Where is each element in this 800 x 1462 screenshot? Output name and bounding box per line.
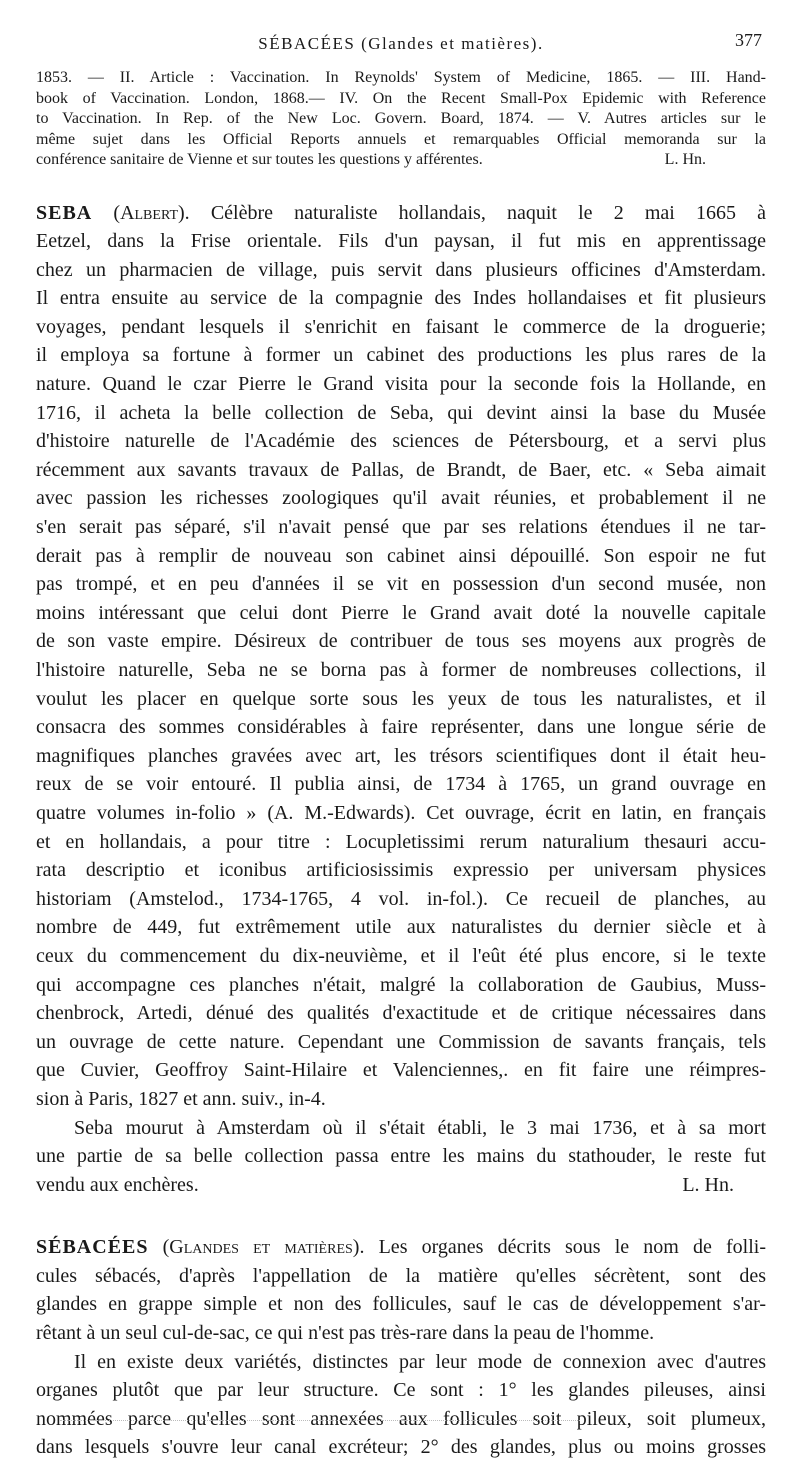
entry-line: Seba mourut à Amsterdam où il s'était établi, le 3 mai 1736, et à sa mort [74,1116,766,1139]
entry-line: rêtant à un seul cul-de-sac, ce qui n'est pas très-rare dans la peau de l'homme. [36,1322,655,1345]
entry-line: chez un pharmacien de village, puis servit dans plusieurs officines d'Amsterdam. [36,258,766,281]
entry-line: Il en existe deux variétés, distinctes par leur mode de connexion avec d'autres [74,1350,766,1373]
entry-headword: SÉBACÉES [36,1236,149,1259]
entry-line: l'histoire naturelle, Seba ne se borna pas à former de nombreuses collections, il [36,659,766,681]
entry-line: cules sébacés, d'après l'appellation de la matière qu'elles sécrètent, sont des [36,1264,766,1287]
entry-signature: L. Hn. [682,1173,734,1196]
entry-sebacees [36,1233,766,1462]
entry-line: de son vaste empire. Désireux de contribuer de tous ses moyens aux progrès de [36,630,766,653]
entry-line: rata descriptio et iconibus artificiosissimis expressio per universam physices [36,859,766,882]
biblio-line: to Vaccination. In Rep. of the New Loc. Govern. Board, 1874. — V. Autres articles sur le [36,110,766,127]
entry-line: Il entra ensuite au service de la compagnie des Indes hollandaises et fit plusieurs [36,287,766,310]
entry-line: magnifiques planches gravées avec art, les trésors scientifiques dont il était heu- [36,744,766,767]
entry-line: s'en serait pas séparé, s'il n'avait pensé que par ses relations étendues il ne tar- [36,516,766,539]
entry-line: Eetzel, dans la Frise orientale. Fils d'un paysan, il fut mis en apprentissage [36,230,766,253]
entry-line: que Cuvier, Geoffroy Saint-Hilaire et Valenciennes,. en fit faire une réimpres- [36,1059,766,1082]
entry-line: récemment aux savants travaux de Pallas, de Brandt, de Baer, etc. « Seba aimait [36,458,766,481]
scan-artifact-line [60,1420,580,1423]
entry-line: qui accompagne ces planches n'était, malgré la collaboration de Gaubius, Muss- [36,973,766,996]
entry-line: consacra des sommes considérables à faire représenter, dans une longue série de [36,716,766,739]
page-header [36,28,766,58]
entry-subject-name: (Albert). [113,201,190,224]
entry-line: historiam (Amstelod., 1734-1765, 4 vol. in-fol.). Ce recueil de planches, au [36,887,766,910]
entry-line: voyages, pendant lesquels il s'enrichit en faisant le commerce de la droguerie; [36,315,766,338]
entry-headword: SEBA [36,201,93,224]
entry-line: pas trompé, et en peu d'années il se vit en possession d'un second musée, non [36,573,766,596]
entry-seba [36,199,766,1200]
page-number: 377 [735,30,762,50]
entry-line: nombre de 449, fut extrêmement utile aux naturalistes du dernier siècle et à [36,916,766,939]
entry-line: 1716, il acheta la belle collection de Seba, qui devint ainsi la base du Musée [36,401,766,424]
biblio-line [36,150,766,171]
entry-line: il employa sa fortune à former un cabinet des productions les plus rares de la [36,344,766,367]
entry-line: ceux du commencement du dix-neuvième, et il l'eût été plus encore, si le texte [36,944,766,967]
entry-line: derait pas à remplir de nouveau son cabinet ainsi dépouillé. Son espoir ne fut [36,544,766,567]
entry-line: avec passion les richesses zoologiques qu'il avait réunies, et probablement il ne [36,487,766,510]
entry-line-text: vendu aux enchères. [36,1173,199,1196]
entry-line-text: Célèbre naturaliste hollandais, naquit le 2 mai 1665 à [210,201,766,224]
entry-line: et en hollandais, a pour titre : Locupletissimi rerum naturalium thesauri accu- [36,830,766,853]
entry-line: chenbrock, Artedi, dénué des qualités d'exactitude et de critique nécessaires dans [36,1002,766,1025]
entry-subject-name: (Glandes et matières). [162,1236,365,1259]
entry-line [36,1233,766,1262]
biblio-line-text: conférence sanitaire de Vienne et sur toutes les questions y afférentes. [36,151,483,168]
entry-line: organes plutôt que par leur structure. Ce sont : 1° les glandes pileuses, ainsi [36,1379,766,1402]
biblio-line: même sujet dans les Official Reports annuels et remarquables Official memoranda sur la [36,130,766,148]
entry-line: nommées parce qu'elles sont annexées aux follicules soit pileux, soit plumeux, [36,1407,766,1430]
entry-line: d'histoire naturelle de l'Académie des sciences de Pétersbourg, et a servi plus [36,430,766,453]
entry-line: voulut les placer en quelque sorte sous les yeux de tous les naturalistes, et il [36,687,766,710]
entry-line: une partie de sa belle collection passa entre les mains du stathouder, le reste fut [36,1145,766,1168]
entry-line: reux de se voir entouré. Il publia ainsi, de 1734 à 1765, un grand ouvrage en [36,773,766,796]
biblio-line: book of Vaccination. London, 1868.— IV. On the Recent Small-Pox Epidemic with Reference [36,89,766,107]
entry-line: dans lesquels s'ouvre leur canal excréteur; 2° des glandes, plus ou moins grosses [36,1436,766,1459]
entry-line [36,199,766,228]
entry-line: glandes en grappe simple et non des follicules, sauf le cas de développement s'ar- [36,1293,766,1316]
entry-line: sion à Paris, 1827 et ann. suiv., in-4. [36,1087,326,1110]
running-head: SÉBACÉES (Glandes et matières). [258,34,544,53]
entry-line: quatre volumes in-folio » (A. M.-Edwards). Cet ouvrage, écrit en latin, en français [36,801,766,824]
entry-line-text: Les organes décrits sous le nom de folli- [378,1236,766,1259]
entry-line: moins intéressant que celui dont Pierre le Grand avait doté la nouvelle capitale [36,601,766,624]
biblio-line: 1853. — II. Article : Vaccination. In Reynolds' System of Medicine, 1865. — III. Hand- [36,69,766,86]
document-page [36,28,766,1462]
bibliography-block [36,68,766,171]
biblio-signature: L. Hn. [664,151,706,168]
entry-line [36,1171,766,1200]
entry-line: un ouvrage de cette nature. Cependant une Commission de savants français, tels [36,1030,766,1053]
entry-line: nature. Quand le czar Pierre le Grand visita pour la seconde fois la Hollande, en [36,373,766,396]
